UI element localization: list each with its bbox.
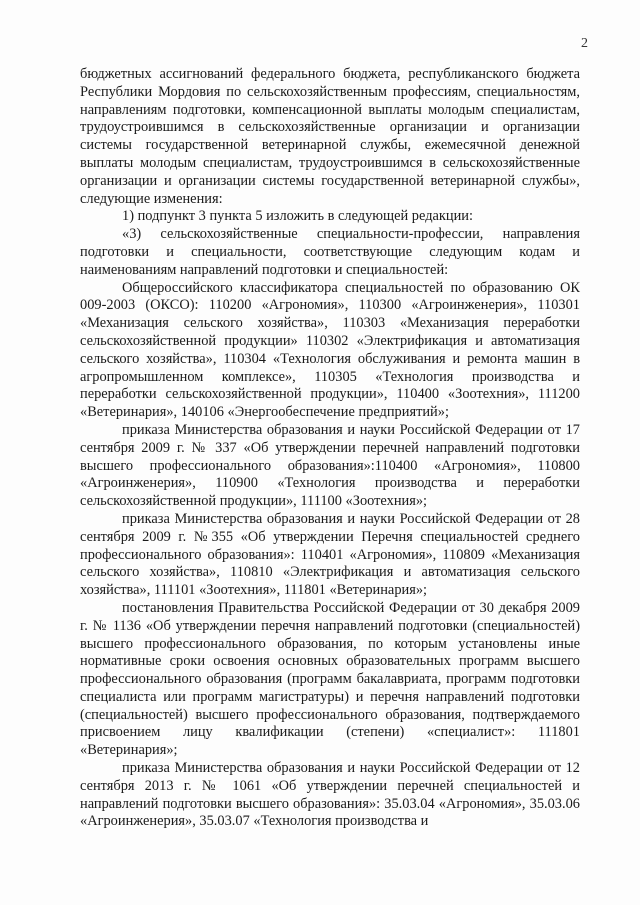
document-body	[80, 66, 580, 831]
paragraph-subitem-3-text: «3) сельскохозяйственные специальности-профессии, направления подготовки и специальности, соответствующие следующим кодам и наименованиям направлений подготовки и специальностей:	[80, 226, 580, 278]
paragraph-order-1061: приказа Министерства образования и науки Российской Федерации от 12 сентября 2013 г. № 1061 «Об утверждении перечней специальностей и направлений подготовки высшего образования»: 35.03.04 «Агрономия», 35.03.06 «Агроинженерия», 35.03.07 «Технология производства и	[80, 760, 580, 830]
paragraph-decree-1136: постановления Правительства Российской Федерации от 30 декабря 2009 г. № 1136 «Об утверждении перечня направлений подготовки (специальностей) высшего профессионального образования, по которым установлены иные нормативные сроки освоения основных образовательных программ высшего профессионального образования (программ бакалавриата, программ подготовки специалиста или программ магистратуры) и перечня направлений подготовки (специальностей) высшего профессионального образования, подтверждаемого присвоением лицу квалификации (степени) «специалист»: 111801 «Ветеринария»;	[80, 599, 580, 759]
paragraph-okso: Общероссийского классификатора специальностей по образованию ОК 009-2003 (ОКСО): 110200 «Агрономия», 110300 «Агроинженерия», 110301 «Механизация сельского хозяйства», 110303 «Механизация переработки сельскохозяйственной продукции» 110302 «Электрификация и автоматизация сельского хозяйства», 110304 «Технология обслуживания и ремонта машин в агропромышленном комплексе», 110305 «Технология производства и переработки сельскохозяйственной продукции», 110400 «Зоотехния», 111200 «Ветеринария», 140106 «Энергообеспечение предприятий»;	[80, 279, 580, 421]
paragraph-subitem-1: 1) подпункт 3 пункта 5 изложить в следующей редакции:	[122, 208, 473, 225]
paragraph-order-337: приказа Министерства образования и науки Российской Федерации от 17 сентября 2009 г. № 337 «Об утверждении перечней направлений подготовки высшего профессионального образования»:110400 «Агрономия», 110800 «Агроинженерия», 110900 «Технология производства и переработки сельскохозяйственной продукции», 111100 «Зоотехния»;	[80, 421, 580, 510]
paragraph-intro-continuation: бюджетных ассигнований федерального бюджета, республиканского бюджета Республики Мордовия по сельскохозяйственным профессиям, специальностям, направлениям подготовки, компенсационной выплаты молодым специалистам, трудоустроившимся в сельскохозяйственные организации и организации системы государственной ветеринарной службы, ежемесячной денежной выплаты молодым специалистам, трудоустроившимся в сельскохозяйственные организации и организации системы государственной ветеринарной службы», следующие изменения:	[80, 66, 580, 207]
paragraph-order-355: приказа Министерства образования и науки Российской Федерации от 28 сентября 2009 г. №355 «Об утверждении Перечня специальностей среднего профессионального образования»: 110401 «Агрономия», 110809 «Механизация сельского хозяйства», 110810 «Электрификация и автоматизация сельского хозяйства», 111101 «Зоотехния», 111801 «Ветеринария»;	[80, 510, 580, 599]
page-number: 2	[581, 36, 588, 51]
